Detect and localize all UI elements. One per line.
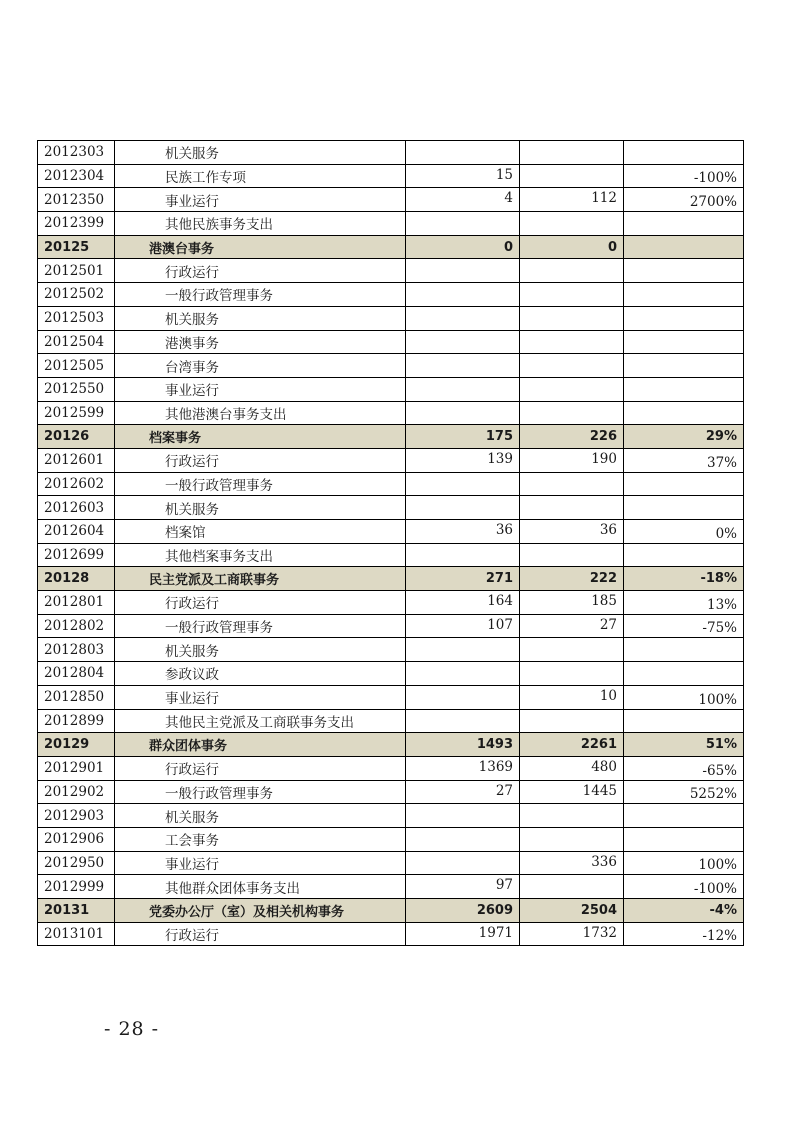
change-pct-cell [624,638,744,662]
name-cell: 行政运行 [115,448,406,472]
prev-year-cell [406,330,520,354]
change-pct-cell [624,212,744,236]
change-pct-cell: -100% [624,164,744,188]
table-row [38,401,744,425]
curr-year-cell [520,306,624,330]
prev-year-cell: 4 [406,188,520,212]
table-row [38,520,744,544]
code-cell: 2012699 [38,543,115,567]
name-cell: 民主党派及工商联事务 [115,567,406,591]
change-pct-cell [624,283,744,307]
code-cell: 2012350 [38,188,115,212]
change-pct-cell: 100% [624,851,744,875]
prev-year-cell [406,685,520,709]
name-cell: 党委办公厅（室）及相关机构事务 [115,899,406,923]
curr-year-cell [520,543,624,567]
code-cell: 2012804 [38,662,115,686]
name-cell: 台湾事务 [115,354,406,378]
name-cell: 群众团体事务 [115,733,406,757]
table-row [38,804,744,828]
table-row [38,638,744,662]
change-pct-cell: 100% [624,685,744,709]
curr-year-cell: 480 [520,756,624,780]
code-cell: 2012399 [38,212,115,236]
change-pct-cell [624,827,744,851]
prev-year-cell [406,306,520,330]
name-cell: 其他群众团体事务支出 [115,875,406,899]
code-cell: 2012850 [38,685,115,709]
code-cell: 2012906 [38,827,115,851]
name-cell: 机关服务 [115,306,406,330]
name-cell: 机关服务 [115,496,406,520]
code-cell: 2012802 [38,614,115,638]
change-pct-cell: 5252% [624,780,744,804]
name-cell: 行政运行 [115,756,406,780]
prev-year-cell [406,827,520,851]
category-row [38,567,744,591]
name-cell: 其他民主党派及工商联事务支出 [115,709,406,733]
change-pct-cell: -4% [624,899,744,923]
prev-year-cell [406,259,520,283]
code-cell: 20125 [38,235,115,259]
table-row [38,330,744,354]
prev-year-cell [406,472,520,496]
table-row [38,543,744,567]
code-cell: 2012505 [38,354,115,378]
name-cell: 港澳台事务 [115,235,406,259]
table-row [38,780,744,804]
code-cell: 20131 [38,899,115,923]
code-cell: 2012504 [38,330,115,354]
curr-year-cell [520,638,624,662]
prev-year-cell [406,377,520,401]
table-row [38,875,744,899]
prev-year-cell: 164 [406,591,520,615]
change-pct-cell: 37% [624,448,744,472]
name-cell: 档案馆 [115,520,406,544]
change-pct-cell [624,496,744,520]
change-pct-cell: 0% [624,520,744,544]
change-pct-cell [624,330,744,354]
name-cell: 一般行政管理事务 [115,283,406,307]
prev-year-cell: 27 [406,780,520,804]
prev-year-cell [406,638,520,662]
prev-year-cell: 0 [406,235,520,259]
change-pct-cell: 2700% [624,188,744,212]
prev-year-cell [406,543,520,567]
curr-year-cell [520,875,624,899]
code-cell: 2012803 [38,638,115,662]
curr-year-cell: 190 [520,448,624,472]
name-cell: 事业运行 [115,685,406,709]
name-cell: 一般行政管理事务 [115,780,406,804]
name-cell: 民族工作专项 [115,164,406,188]
change-pct-cell [624,377,744,401]
table-row [38,259,744,283]
prev-year-cell [406,496,520,520]
table-row [38,709,744,733]
category-row [38,235,744,259]
change-pct-cell [624,804,744,828]
budget-table [37,140,744,946]
curr-year-cell [520,709,624,733]
code-cell: 2012599 [38,401,115,425]
curr-year-cell: 2261 [520,733,624,757]
prev-year-cell: 97 [406,875,520,899]
prev-year-cell [406,141,520,165]
page-number: - 28 - [104,1018,160,1040]
curr-year-cell: 10 [520,685,624,709]
change-pct-cell [624,306,744,330]
name-cell: 行政运行 [115,922,406,946]
code-cell: 2012999 [38,875,115,899]
prev-year-cell: 1493 [406,733,520,757]
name-cell: 工会事务 [115,827,406,851]
prev-year-cell [406,662,520,686]
table-row [38,496,744,520]
curr-year-cell: 226 [520,425,624,449]
change-pct-cell [624,543,744,567]
prev-year-cell: 2609 [406,899,520,923]
change-pct-cell: -18% [624,567,744,591]
table-row [38,922,744,946]
name-cell: 参政议政 [115,662,406,686]
table-row [38,212,744,236]
code-cell: 20128 [38,567,115,591]
table-row [38,188,744,212]
change-pct-cell: -100% [624,875,744,899]
curr-year-cell [520,496,624,520]
table-row [38,756,744,780]
code-cell: 2012502 [38,283,115,307]
change-pct-cell: 13% [624,591,744,615]
table-body [38,141,744,946]
code-cell: 2012902 [38,780,115,804]
curr-year-cell: 1445 [520,780,624,804]
name-cell: 其他港澳台事务支出 [115,401,406,425]
table-row [38,851,744,875]
table-row [38,591,744,615]
prev-year-cell [406,354,520,378]
curr-year-cell [520,259,624,283]
change-pct-cell [624,354,744,378]
curr-year-cell [520,472,624,496]
code-cell: 2012899 [38,709,115,733]
code-cell: 2012503 [38,306,115,330]
table-row [38,306,744,330]
name-cell: 事业运行 [115,851,406,875]
prev-year-cell: 271 [406,567,520,591]
name-cell: 港澳事务 [115,330,406,354]
code-cell: 20126 [38,425,115,449]
table-row [38,662,744,686]
change-pct-cell [624,662,744,686]
change-pct-cell: -65% [624,756,744,780]
change-pct-cell: 51% [624,733,744,757]
curr-year-cell [520,141,624,165]
change-pct-cell [624,401,744,425]
curr-year-cell: 36 [520,520,624,544]
prev-year-cell: 1369 [406,756,520,780]
code-cell: 2012901 [38,756,115,780]
name-cell: 行政运行 [115,591,406,615]
prev-year-cell: 15 [406,164,520,188]
curr-year-cell [520,212,624,236]
prev-year-cell [406,283,520,307]
table-row [38,283,744,307]
curr-year-cell: 112 [520,188,624,212]
curr-year-cell: 336 [520,851,624,875]
code-cell: 2012602 [38,472,115,496]
name-cell: 一般行政管理事务 [115,614,406,638]
curr-year-cell [520,377,624,401]
prev-year-cell: 175 [406,425,520,449]
change-pct-cell: 29% [624,425,744,449]
name-cell: 行政运行 [115,259,406,283]
change-pct-cell: -12% [624,922,744,946]
curr-year-cell: 2504 [520,899,624,923]
prev-year-cell: 36 [406,520,520,544]
prev-year-cell [406,804,520,828]
table-row [38,614,744,638]
code-cell: 2012604 [38,520,115,544]
table-row [38,827,744,851]
name-cell: 机关服务 [115,141,406,165]
name-cell: 事业运行 [115,188,406,212]
curr-year-cell [520,827,624,851]
table-row [38,141,744,165]
code-cell: 2012303 [38,141,115,165]
change-pct-cell [624,235,744,259]
curr-year-cell [520,662,624,686]
code-cell: 2013101 [38,922,115,946]
name-cell: 机关服务 [115,804,406,828]
category-row [38,899,744,923]
name-cell: 事业运行 [115,377,406,401]
table-row [38,354,744,378]
code-cell: 20129 [38,733,115,757]
code-cell: 2012801 [38,591,115,615]
code-cell: 2012550 [38,377,115,401]
prev-year-cell [406,709,520,733]
code-cell: 2012950 [38,851,115,875]
name-cell: 机关服务 [115,638,406,662]
table-row [38,472,744,496]
prev-year-cell: 1971 [406,922,520,946]
table-row [38,448,744,472]
table-row [38,377,744,401]
curr-year-cell: 222 [520,567,624,591]
code-cell: 2012601 [38,448,115,472]
change-pct-cell: -75% [624,614,744,638]
curr-year-cell [520,164,624,188]
prev-year-cell: 107 [406,614,520,638]
table-row [38,164,744,188]
name-cell: 一般行政管理事务 [115,472,406,496]
prev-year-cell: 139 [406,448,520,472]
change-pct-cell [624,472,744,496]
code-cell: 2012603 [38,496,115,520]
code-cell: 2012903 [38,804,115,828]
code-cell: 2012501 [38,259,115,283]
curr-year-cell [520,804,624,828]
code-cell: 2012304 [38,164,115,188]
category-row [38,425,744,449]
prev-year-cell [406,212,520,236]
name-cell: 其他档案事务支出 [115,543,406,567]
curr-year-cell [520,283,624,307]
prev-year-cell [406,851,520,875]
curr-year-cell [520,330,624,354]
curr-year-cell: 1732 [520,922,624,946]
prev-year-cell [406,401,520,425]
change-pct-cell [624,709,744,733]
curr-year-cell: 27 [520,614,624,638]
curr-year-cell: 0 [520,235,624,259]
category-row [38,733,744,757]
change-pct-cell [624,259,744,283]
name-cell: 其他民族事务支出 [115,212,406,236]
curr-year-cell: 185 [520,591,624,615]
curr-year-cell [520,354,624,378]
table-row [38,685,744,709]
name-cell: 档案事务 [115,425,406,449]
curr-year-cell [520,401,624,425]
change-pct-cell [624,141,744,165]
